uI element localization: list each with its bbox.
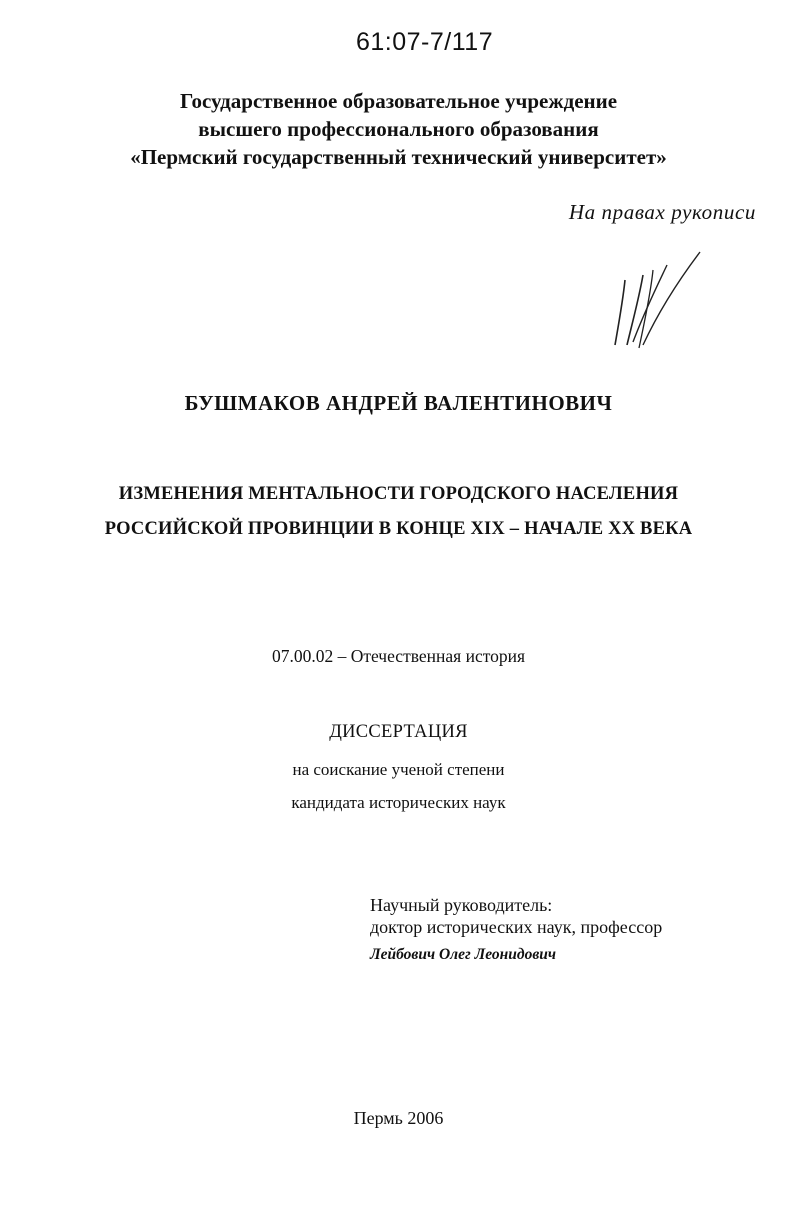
- signature-icon: [605, 250, 715, 355]
- supervisor-title: доктор исторических наук, профессор: [370, 917, 663, 937]
- supervisor-label: Научный руководитель:: [370, 895, 553, 915]
- specialty-code: 07.00.02 – Отечественная история: [271, 646, 526, 666]
- dissertation-title-line-1: ИЗМЕНЕНИЯ МЕНТАЛЬНОСТИ ГОРОДСКОГО НАСЕЛЕНИЯ: [118, 484, 679, 504]
- institution-line-1: Государственное образовательное учреждение: [179, 89, 618, 113]
- signature-stroke-2: [627, 275, 643, 345]
- institution-line-2: высшего профессионального образования: [198, 117, 599, 141]
- document-type: ДИССЕРТАЦИЯ: [329, 722, 468, 742]
- supervisor-name: Лейбович Олег Леонидович: [370, 946, 556, 963]
- degree-line-1: на соискание ученой степени: [292, 760, 505, 779]
- signature-stroke-1: [615, 280, 625, 345]
- institution-line-3: «Пермский государственный технический университет»: [130, 145, 667, 169]
- manuscript-note: На правах рукописи: [568, 200, 756, 224]
- document-code: 61:07-7/117: [356, 28, 494, 56]
- author-name: БУШМАКОВ АНДРЕЙ ВАЛЕНТИНОВИЧ: [184, 391, 613, 415]
- degree-line-2: кандидата исторических наук: [291, 793, 506, 812]
- city-year: Пермь 2006: [353, 1108, 444, 1128]
- dissertation-title-line-2: РОССИЙСКОЙ ПРОВИНЦИИ В КОНЦЕ XIX – НАЧАЛЕ XX ВЕКА: [104, 519, 693, 539]
